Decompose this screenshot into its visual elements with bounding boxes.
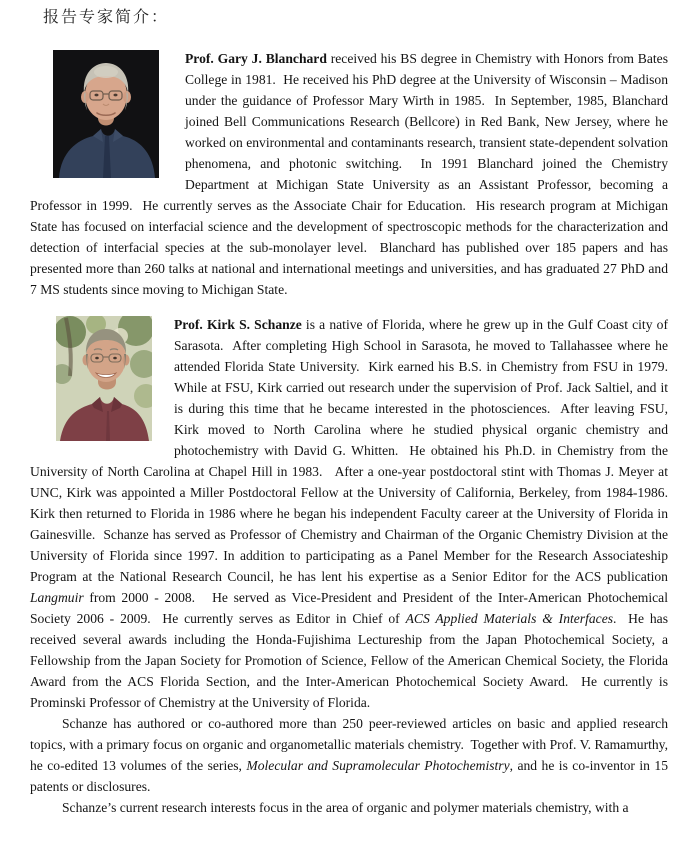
schanze-research-interests-paragraph [30, 797, 668, 818]
blanchard-bio-text: received his BS degree in Chemistry with Honors from Bates College in 1981. He received his PhD degree at the University of Wisconsin – Madison under the guidance of Professor Mary Wirth in 1985. In September, 1985, Blanchard joined Bell Communications Research (Bellcore) in Red Bank, New Jersey, where he worked on environmental and contaminants research, transient state-dependent solvation phenomena, and photonic switching. In 1991 Blanchard joined the Chemistry Department at Michigan State University as an Assistant Professor, becoming a Professor in 1999. He currently serves as the Associate Chair for Education. His research program at Michigan State has focused on interfacial science and the development of spectroscopic methods for the characterization and detection of interfacial species at the sub-monolayer level. Blanchard has published over 185 papers and has presented more than 260 talks at national and international meetings and universities, and has graduated 27 PhD and 7 MS students since moving to Michigan State. [30, 51, 672, 297]
publications-text-1: Schanze has authored or co-authored more than 250 peer-reviewed articles on basic and applied research topics, with a primary focus on organic and organometallic materials chemistry. Together with Prof. V. Ramamurthy, he co-edited 13 volumes of the series, [30, 716, 672, 773]
schanze-portrait-illustration [56, 316, 152, 441]
schanze-name: Prof. Kirk S. Schanze [174, 317, 302, 332]
page-title: 报告专家简介： [43, 9, 170, 26]
publications-text-2: , and he is co-inventor in 15 patents or disclosures. [30, 758, 672, 794]
blanchard-portrait-illustration [53, 50, 159, 178]
blanchard-portrait-photo [53, 50, 159, 178]
research-interests-text: Schanze’s current research interests focus in the area of organic and polymer materials chemistry, with a [62, 800, 629, 815]
journal-title-langmuir: Langmuir [30, 590, 84, 605]
schanze-publications-paragraph [30, 713, 672, 797]
schanze-bio-text-1: is a native of Florida, where he grew up in the Gulf Coast city of Sarasota. After completing High School in Sarasota, he moved to Tallahassee where he attended Florida State University. Kirk earned his B.S. in Chemistry from FSU in 1979. While at FSU, Kirk carried out research under the supervision of Prof. Jack Saltiel, and it is during this time that he became interested in the photosciences. After leaving FSU, Kirk moved to North Carolina where he studied physical organic chemistry and photochemistry with David G. Whitten. He obtained his Ph.D. in Chemistry from the University of North Carolina at Chapel Hill in 1983. After a one-year postdoctoral stint with Thomas J. Meyer at UNC, Kirk was appointed a Miller Postdoctoral Fellow at the University of California, Berkeley, from 1984-1986. Kirk then returned to Florida in 1986 where he began his independent Faculty career at the University of Florida in Gainesville. Schanze has served as Professor of Chemistry and Chairman of the Organic Chemistry Division at the University of Florida since 1997. In addition to participating as a Panel Member for the Research Associateship Program at the National Research Council, he has lent his expertise as a Senior Editor for the ACS publication [30, 317, 675, 584]
schanze-portrait-photo [56, 316, 152, 441]
bio-paragraph-blanchard [30, 48, 672, 300]
bio-paragraph-schanze [30, 314, 675, 713]
blanchard-name: Prof. Gary J. Blanchard [185, 51, 327, 66]
series-title-molecular-photochemistry: Molecular and Supramolecular Photochemistry [246, 758, 510, 773]
schanze-bio-text-3: . He has received several awards including the Honda-Fujishima Lectureship from the Japan Photochemical Society, a Fellowship from the Japan Society for Promotion of Science, Fellow of the American Chemical Society, the Florida Award from the ACS Florida Section, and the Inter-American Photochemical Society Award. He currently is Prominski Professor of Chemistry at the University of Florida. [30, 611, 672, 710]
schanze-bio-text-2: from 2000 - 2008. He served as Vice-President and President of the Inter-American Photochemical Society 2006 - 2009. He currently serves as Editor in Chief of [30, 590, 672, 626]
journal-title-acs-ami: ACS Applied Materials & Interfaces [405, 611, 614, 626]
